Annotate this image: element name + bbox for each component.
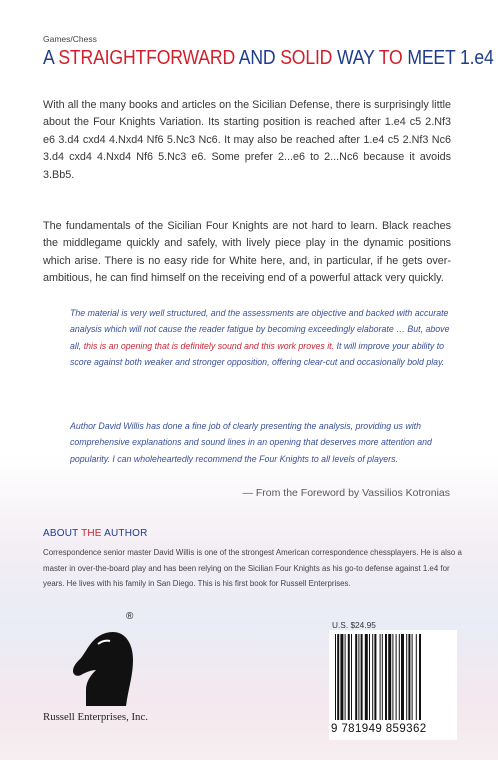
publisher-name: Russell Enterprises, Inc. [43, 711, 148, 723]
headline-part: WAY [332, 46, 379, 69]
headline-part: SOLID [280, 46, 333, 69]
isbn-number: 9 781949 859362 [331, 723, 427, 735]
foreword-quote [70, 305, 450, 371]
price-label: U.S. $24.95 [332, 620, 376, 630]
author-bio: Correspondence senior master David Willis is one of the strongest American correspondence chessplayers. He is also a master in over-the-board play and has been relying on the Sicilian Four Knights as his go-to defense against 1.e4 for years. He lives with his family in San Diego. This is his first book for Russell Enterprises. [43, 548, 462, 589]
category-label: Games/Chess [43, 34, 97, 44]
barcode-bars [335, 634, 451, 722]
headline-part: A [43, 46, 59, 69]
heading-part: ABOUT [43, 528, 82, 539]
heading-part: AUTHOR [101, 528, 148, 539]
quote-text: It will improve your ability to score against both weaker and stronger opposition, offering clear-cut and occasionally bold play. [70, 340, 445, 368]
description-paragraph: The fundamentals of the Sicilian Four Knights are not hard to learn. Black reaches the middlegame quickly and safely, with lively piece play in the dynamic positions which arise. There is no easy ride for White here, and, in particular, if he gets over-ambitious, he can find himself on the receiving end of a powerful attack very quickly. [43, 220, 451, 285]
quote-attribution: — From the Foreword by Vassilios Kotronias [242, 487, 450, 499]
about-author-heading [43, 528, 148, 539]
description-paragraph: With all the many books and articles on the Sicilian Defense, there is surprisingly little about the Four Knights Variation. Its starting position is reached after 1.e4 c5 2.Nf3 e6 3.d4 cxd4 4.Nxd4 Nf6 5.Nc3 Nc6. It may also be reached after 1.e4 c5 2.Nf3 Nc6 3.d4 cxd4 4.Nxd4 Nf6 5.Nc3 e6. Some prefer 2...e6 to 2...Nc6 because it avoids 3.Bb5. [43, 99, 451, 181]
isbn-barcode [329, 630, 457, 740]
registered-mark: ® [126, 611, 134, 622]
heading-part: THE [81, 528, 102, 539]
headline-part: STRAIGHTFORWARD [58, 46, 236, 69]
knight-icon [68, 628, 136, 708]
headline-part: TO [378, 46, 403, 69]
headline-part: AND [235, 46, 281, 69]
quote-highlight: this is an opening that is definitely sound and this work proves it. [83, 340, 335, 351]
foreword-quote: Author David Willis has done a fine job of clearly presenting the analysis, providing us with comprehensive explanations and sound lines in an opening that deserves more attention and popularity. I can wholeheartedly recommend the Four Knights to all levels of players. [70, 421, 432, 464]
headline [43, 44, 494, 72]
quote-text: The material is very well structured, and the assessments are objective and backed with accurate analysis which will not cause the reader fatigue by becoming exceedingly elaborate … But, above all, [70, 308, 450, 351]
headline-part: MEET 1.e4 [402, 46, 494, 69]
